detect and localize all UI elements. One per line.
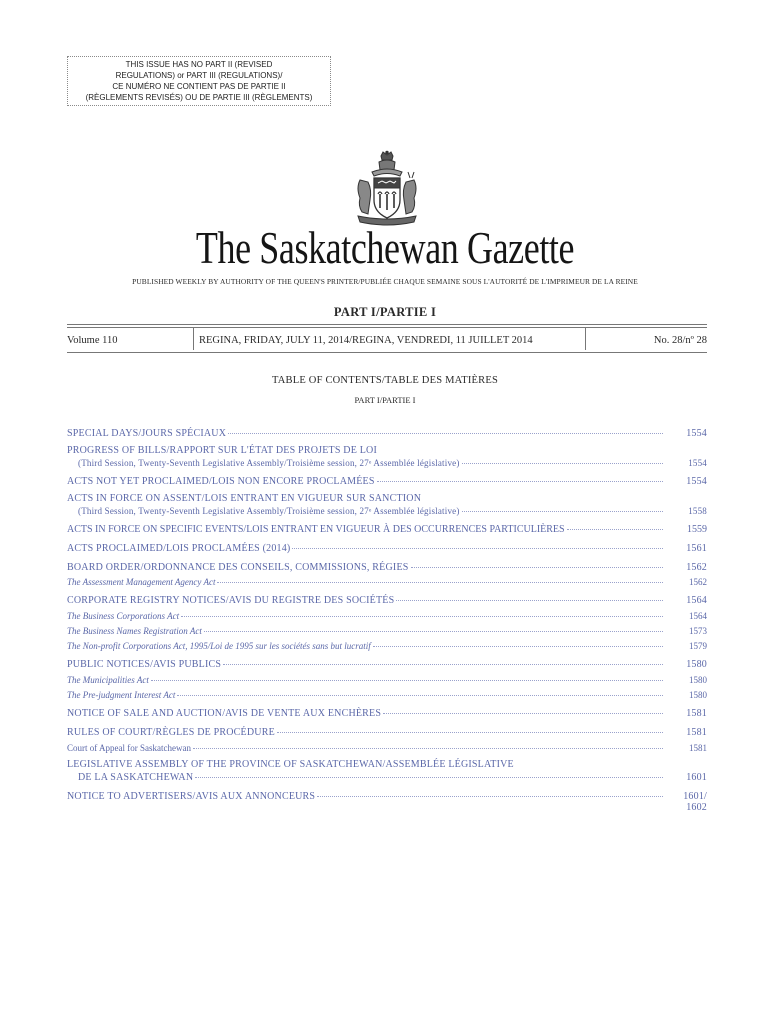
toc-subentry-title: The Business Names Registration Act <box>67 626 202 636</box>
toc-entry-page: 1564 <box>686 595 707 606</box>
toc-entry[interactable] <box>67 789 707 802</box>
toc-entry-title: CORPORATE REGISTRY NOTICES/AVIS DU REGISTRE DES SOCIÉTÉS <box>67 595 395 606</box>
toc-entry-page: 1581 <box>686 727 707 738</box>
leader-dots <box>195 768 663 778</box>
toc-subentry-title: The Municipalities Act <box>67 675 149 685</box>
toc-entry-page: 1564 <box>689 611 707 621</box>
toc-subheading: PART I/PARTIE I <box>354 395 416 405</box>
toc-entry-session: (Third Session, Twenty-Seventh Legislative Assembly/Troisième session, 27ᵉ Assemblée législative) <box>78 506 460 516</box>
toc-entry[interactable] <box>67 560 707 573</box>
toc-entry-title: PUBLIC NOTICES/AVIS PUBLICS <box>67 659 222 670</box>
leader-dots <box>383 704 663 714</box>
toc-entry-page: 1554 <box>686 476 707 487</box>
toc-entry[interactable] <box>67 445 707 468</box>
toc-entry-page: 1554 <box>688 458 707 468</box>
toc-entry-title: ACTS IN FORCE ON SPECIFIC EVENTS/LOIS ENTRANT EN VIGUEUR À DES OCCURRENCES PARTICULIÈRES <box>67 524 565 535</box>
divider-right <box>585 328 586 350</box>
leader-dots <box>462 454 663 464</box>
toc-entry-title: PROGRESS OF BILLS/RAPPORT SUR L'ÉTAT DES PROJETS DE LOI <box>67 445 377 456</box>
gazette-title: The Saskatchewan Gazette <box>195 223 575 273</box>
toc-entry-title: RULES OF COURT/RÈGLES DE PROCÉDURE <box>67 727 275 738</box>
toc-entry[interactable] <box>67 706 707 719</box>
issue-number: No. 28/nº 28 <box>653 335 707 346</box>
toc-entry-title: ACTS NOT YET PROCLAIMED/LOIS NON ENCORE PROCLAMÉES <box>67 476 375 487</box>
toc-entry-title-cont: DE LA SASKATCHEWAN <box>78 772 194 783</box>
toc-entry[interactable] <box>67 474 707 487</box>
toc-entry-continuation <box>67 770 707 783</box>
toc-entry[interactable] <box>67 493 707 516</box>
leader-dots <box>217 573 663 583</box>
toc-entry-subline <box>67 456 707 468</box>
part-heading: PART I/PARTIE I <box>333 305 437 319</box>
leader-dots <box>151 671 663 681</box>
toc-entry-session: (Third Session, Twenty-Seventh Legislative Assembly/Troisième session, 27ᵉ Assemblée législative) <box>78 458 460 468</box>
toc-entry-page: 1580 <box>689 675 707 685</box>
toc-subentry-title: The Business Corporations Act <box>67 611 180 621</box>
toc-entry-page: 1601 <box>686 772 707 783</box>
leader-dots <box>177 686 663 696</box>
toc-subentry[interactable] <box>67 624 707 636</box>
toc-entry-page: 1559 <box>687 524 707 535</box>
toc-entry[interactable] <box>67 541 707 554</box>
toc-entry-page: 1558 <box>688 506 707 516</box>
toc-entry-page: 1580 <box>689 690 707 700</box>
toc-entry[interactable] <box>67 725 707 738</box>
leader-dots <box>373 637 663 647</box>
leader-dots <box>377 472 663 482</box>
leader-dots <box>462 502 663 512</box>
toc-entry[interactable] <box>67 593 707 606</box>
toc-subentry-title: The Assessment Management Agency Act <box>67 577 216 587</box>
issue-date: REGINA, FRIDAY, JULY 11, 2014/REGINA, VENDREDI, 11 JUILLET 2014 <box>199 335 533 346</box>
toc-heading: TABLE OF CONTENTS/TABLE DES MATIÈRES <box>271 375 499 386</box>
toc-entry-page: 1581 <box>686 708 707 719</box>
leader-dots <box>411 558 663 568</box>
notice-line: THIS ISSUE HAS NO PART II (REVISED <box>125 60 273 69</box>
toc-entry-page: 1579 <box>689 641 707 651</box>
rule-bottom <box>67 352 707 353</box>
toc-subentry[interactable] <box>67 673 707 685</box>
toc-entry[interactable] <box>67 759 707 783</box>
saskatchewan-coat-of-arms-icon <box>352 150 422 230</box>
toc-entry-title: SPECIAL DAYS/JOURS SPÉCIAUX <box>67 428 227 439</box>
toc-entry-title: LEGISLATIVE ASSEMBLY OF THE PROVINCE OF SASKATCHEWAN/ASSEMBLÉE LÉGISLATIVE <box>67 759 514 770</box>
toc-subentry[interactable] <box>67 688 707 700</box>
leader-dots <box>292 539 663 549</box>
notice-line: CE NUMÉRO NE CONTIENT PAS DE PARTIE II <box>112 82 286 91</box>
toc-entry-title: BOARD ORDER/ORDONNANCE DES CONSEILS, COMMISSIONS, RÉGIES <box>67 562 409 573</box>
toc-entry-page: 1581 <box>689 743 707 753</box>
toc-entry-page: 1554 <box>686 428 707 439</box>
toc-subentry[interactable] <box>67 609 707 621</box>
volume-number: Volume 110 <box>67 335 118 346</box>
toc-entry[interactable] <box>67 426 707 439</box>
notice-line: (RÈGLEMENTS REVISÉS) OU DE PARTIE III (RÈGLEMENTS) <box>85 93 313 102</box>
leader-dots <box>396 591 663 601</box>
toc-entry-page: 1601/ <box>683 791 707 802</box>
notice-line: REGULATIONS) or PART III (REGULATIONS)/ <box>115 71 283 80</box>
leader-dots <box>181 607 663 617</box>
toc-entry-title: NOTICE TO ADVERTISERS/AVIS AUX ANNONCEURS <box>67 791 316 802</box>
toc-subentry[interactable] <box>67 575 707 587</box>
table-of-contents <box>67 426 707 813</box>
leader-dots <box>228 424 663 434</box>
toc-entry-page: 1562 <box>686 562 707 573</box>
toc-entry-page: 1562 <box>689 577 707 587</box>
toc-subentry[interactable] <box>67 741 707 753</box>
toc-subentry-title: The Non-profit Corporations Act, 1995/Loi de 1995 sur les sociétés sans but lucratif <box>67 641 371 651</box>
toc-subentry-title: Court of Appeal for Saskatchewan <box>67 743 191 753</box>
toc-entry-page-continued: 1602 <box>686 802 707 813</box>
no-part-ii-iii-notice-box <box>67 56 331 106</box>
toc-entry-subline <box>67 504 707 516</box>
leader-dots <box>567 520 663 530</box>
toc-entry-page: 1580 <box>686 659 707 670</box>
toc-entry[interactable] <box>67 657 707 670</box>
toc-entry-title: NOTICE OF SALE AND AUCTION/AVIS DE VENTE AUX ENCHÈRES <box>67 708 382 719</box>
toc-subentry[interactable] <box>67 639 707 651</box>
leader-dots <box>204 622 663 632</box>
leader-dots <box>193 739 663 749</box>
toc-entry-title: ACTS IN FORCE ON ASSENT/LOIS ENTRANT EN VIGUEUR SUR SANCTION <box>67 493 422 504</box>
leader-dots <box>277 723 663 733</box>
divider-left <box>193 328 194 350</box>
gazette-subtitle: PUBLISHED WEEKLY BY AUTHORITY OF THE QUEEN'S PRINTER/PUBLIÉE CHAQUE SEMAINE SOUS L'AUTORITÉ DE L'IMPRIMEUR DE LA REINE <box>132 277 638 286</box>
toc-subentry-title: The Pre-judgment Interest Act <box>67 690 176 700</box>
rule-top-double-a <box>67 324 707 325</box>
leader-dots <box>317 787 663 797</box>
leader-dots <box>223 655 663 665</box>
toc-entry-title: ACTS PROCLAIMED/LOIS PROCLAMÉES (2014) <box>67 543 291 554</box>
rule-top-double-b <box>67 327 707 328</box>
toc-entry-page: 1573 <box>689 626 707 636</box>
toc-entry[interactable] <box>67 522 707 535</box>
toc-entry-page: 1561 <box>686 543 707 554</box>
